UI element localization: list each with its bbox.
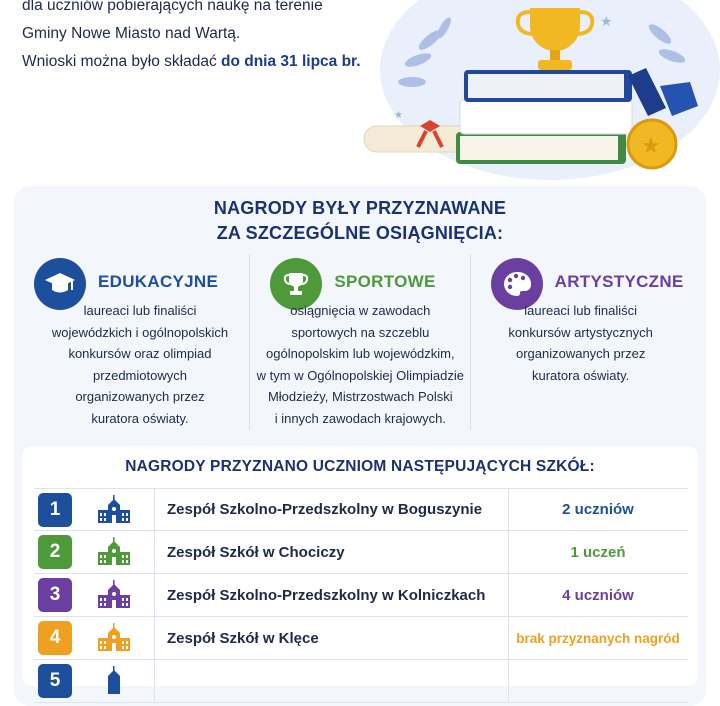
desc-line: wojewódzkich i ogólnopolskich <box>51 324 229 340</box>
row-number: 5 <box>38 664 72 698</box>
awards-title-line-1: NAGRODY BYŁY PRZYZNAWANE <box>213 198 507 218</box>
category-educational <box>30 254 250 430</box>
award-count: brak przyznanych nagród <box>516 630 680 646</box>
column-divider <box>154 489 155 530</box>
category-name-artistic: ARTYSTYCZNE <box>554 272 684 291</box>
row-number: 2 <box>38 535 72 569</box>
row-number: 3 <box>38 578 72 612</box>
table-row <box>34 488 688 531</box>
category-artistic <box>471 254 690 430</box>
schools-section-title: NAGRODY PRZYZNANO UCZNIOM NASTĘPUJĄCYCH SZKÓŁ: <box>125 458 595 475</box>
desc-line: konkursów artystycznych <box>508 324 653 340</box>
intro-line-1: dla uczniów pobierających naukę na terenie <box>22 0 323 14</box>
school-building-icon <box>92 493 136 527</box>
trophy-books-illustration <box>360 0 720 188</box>
school-building-icon <box>92 664 136 698</box>
column-divider <box>508 660 509 702</box>
column-divider <box>154 574 155 616</box>
intro-line-3 <box>22 48 382 76</box>
desc-line: osiągnięcia w zawodach <box>290 303 431 318</box>
row-number: 1 <box>38 493 72 527</box>
svg-text:★: ★ <box>394 110 403 121</box>
school-building-icon <box>92 578 136 612</box>
intro-text <box>22 0 382 76</box>
desc-line: i innych zawodach krajowych. <box>274 410 446 426</box>
awards-title-line-2: ZA SZCZEGÓLNE OSIĄGNIĘCIA: <box>216 223 504 243</box>
svg-text:★: ★ <box>641 134 661 159</box>
desc-line: laureaci lub finaliści <box>524 303 638 318</box>
school-building-icon <box>92 535 136 569</box>
category-name-educational: EDUKACYJNE <box>98 272 219 291</box>
intro-line-3-prefix: Wnioski można było składać <box>22 53 221 70</box>
desc-line: organizowanych przez <box>75 389 205 404</box>
deadline-text: do dnia 31 lipca br. <box>221 53 361 70</box>
schools-table <box>34 488 688 703</box>
category-desc-educational <box>30 300 250 429</box>
category-name-sport: SPORTOWE <box>334 272 436 291</box>
desc-line: konkursów oraz olimpiad <box>68 346 212 361</box>
category-desc-artistic <box>471 300 691 386</box>
intro-line-2: Gminy Nowe Miasto nad Wartą. <box>22 25 241 42</box>
table-row <box>34 660 688 703</box>
table-row <box>34 617 688 660</box>
school-name: Zespół Szkół w Klęce <box>167 629 319 647</box>
table-row <box>34 574 688 617</box>
desc-line: Młodzieży, Mistrzostwach Polski <box>267 389 453 404</box>
award-count: 2 uczniów <box>562 501 634 518</box>
award-count: 4 uczniów <box>562 586 634 604</box>
column-divider <box>154 660 155 702</box>
desc-line: sportowych na szczeblu <box>291 324 430 340</box>
award-categories <box>30 254 690 430</box>
school-name: Zespół Szkolno-Przedszkolny w Kolniczkach <box>167 586 486 604</box>
desc-line: laureaci lub finaliści <box>83 303 197 318</box>
column-divider <box>154 531 155 573</box>
category-desc-sport <box>250 300 470 429</box>
school-building-icon <box>92 621 136 655</box>
svg-text:★: ★ <box>600 14 613 30</box>
desc-line: przedmiotowych <box>93 367 187 383</box>
award-count: 1 uczeń <box>570 543 626 561</box>
desc-line: ogólnopolskim lub wojewódzkim, <box>266 346 455 361</box>
desc-line: organizowanych przez <box>515 346 646 361</box>
row-number: 4 <box>38 621 72 655</box>
column-divider <box>154 617 155 659</box>
category-sport <box>250 254 470 430</box>
desc-line: kuratora oświaty. <box>532 367 630 383</box>
school-name: Zespół Szkolno-Przedszkolny w Boguszynie <box>167 501 483 518</box>
school-name: Zespół Szkół w Chociczy <box>167 543 345 561</box>
desc-line: w tym w Ogólnopolskiej Olimpiadzie <box>256 367 464 383</box>
awards-section-title <box>0 196 720 246</box>
desc-line: kuratora oświaty. <box>91 410 189 426</box>
table-row <box>34 531 688 574</box>
